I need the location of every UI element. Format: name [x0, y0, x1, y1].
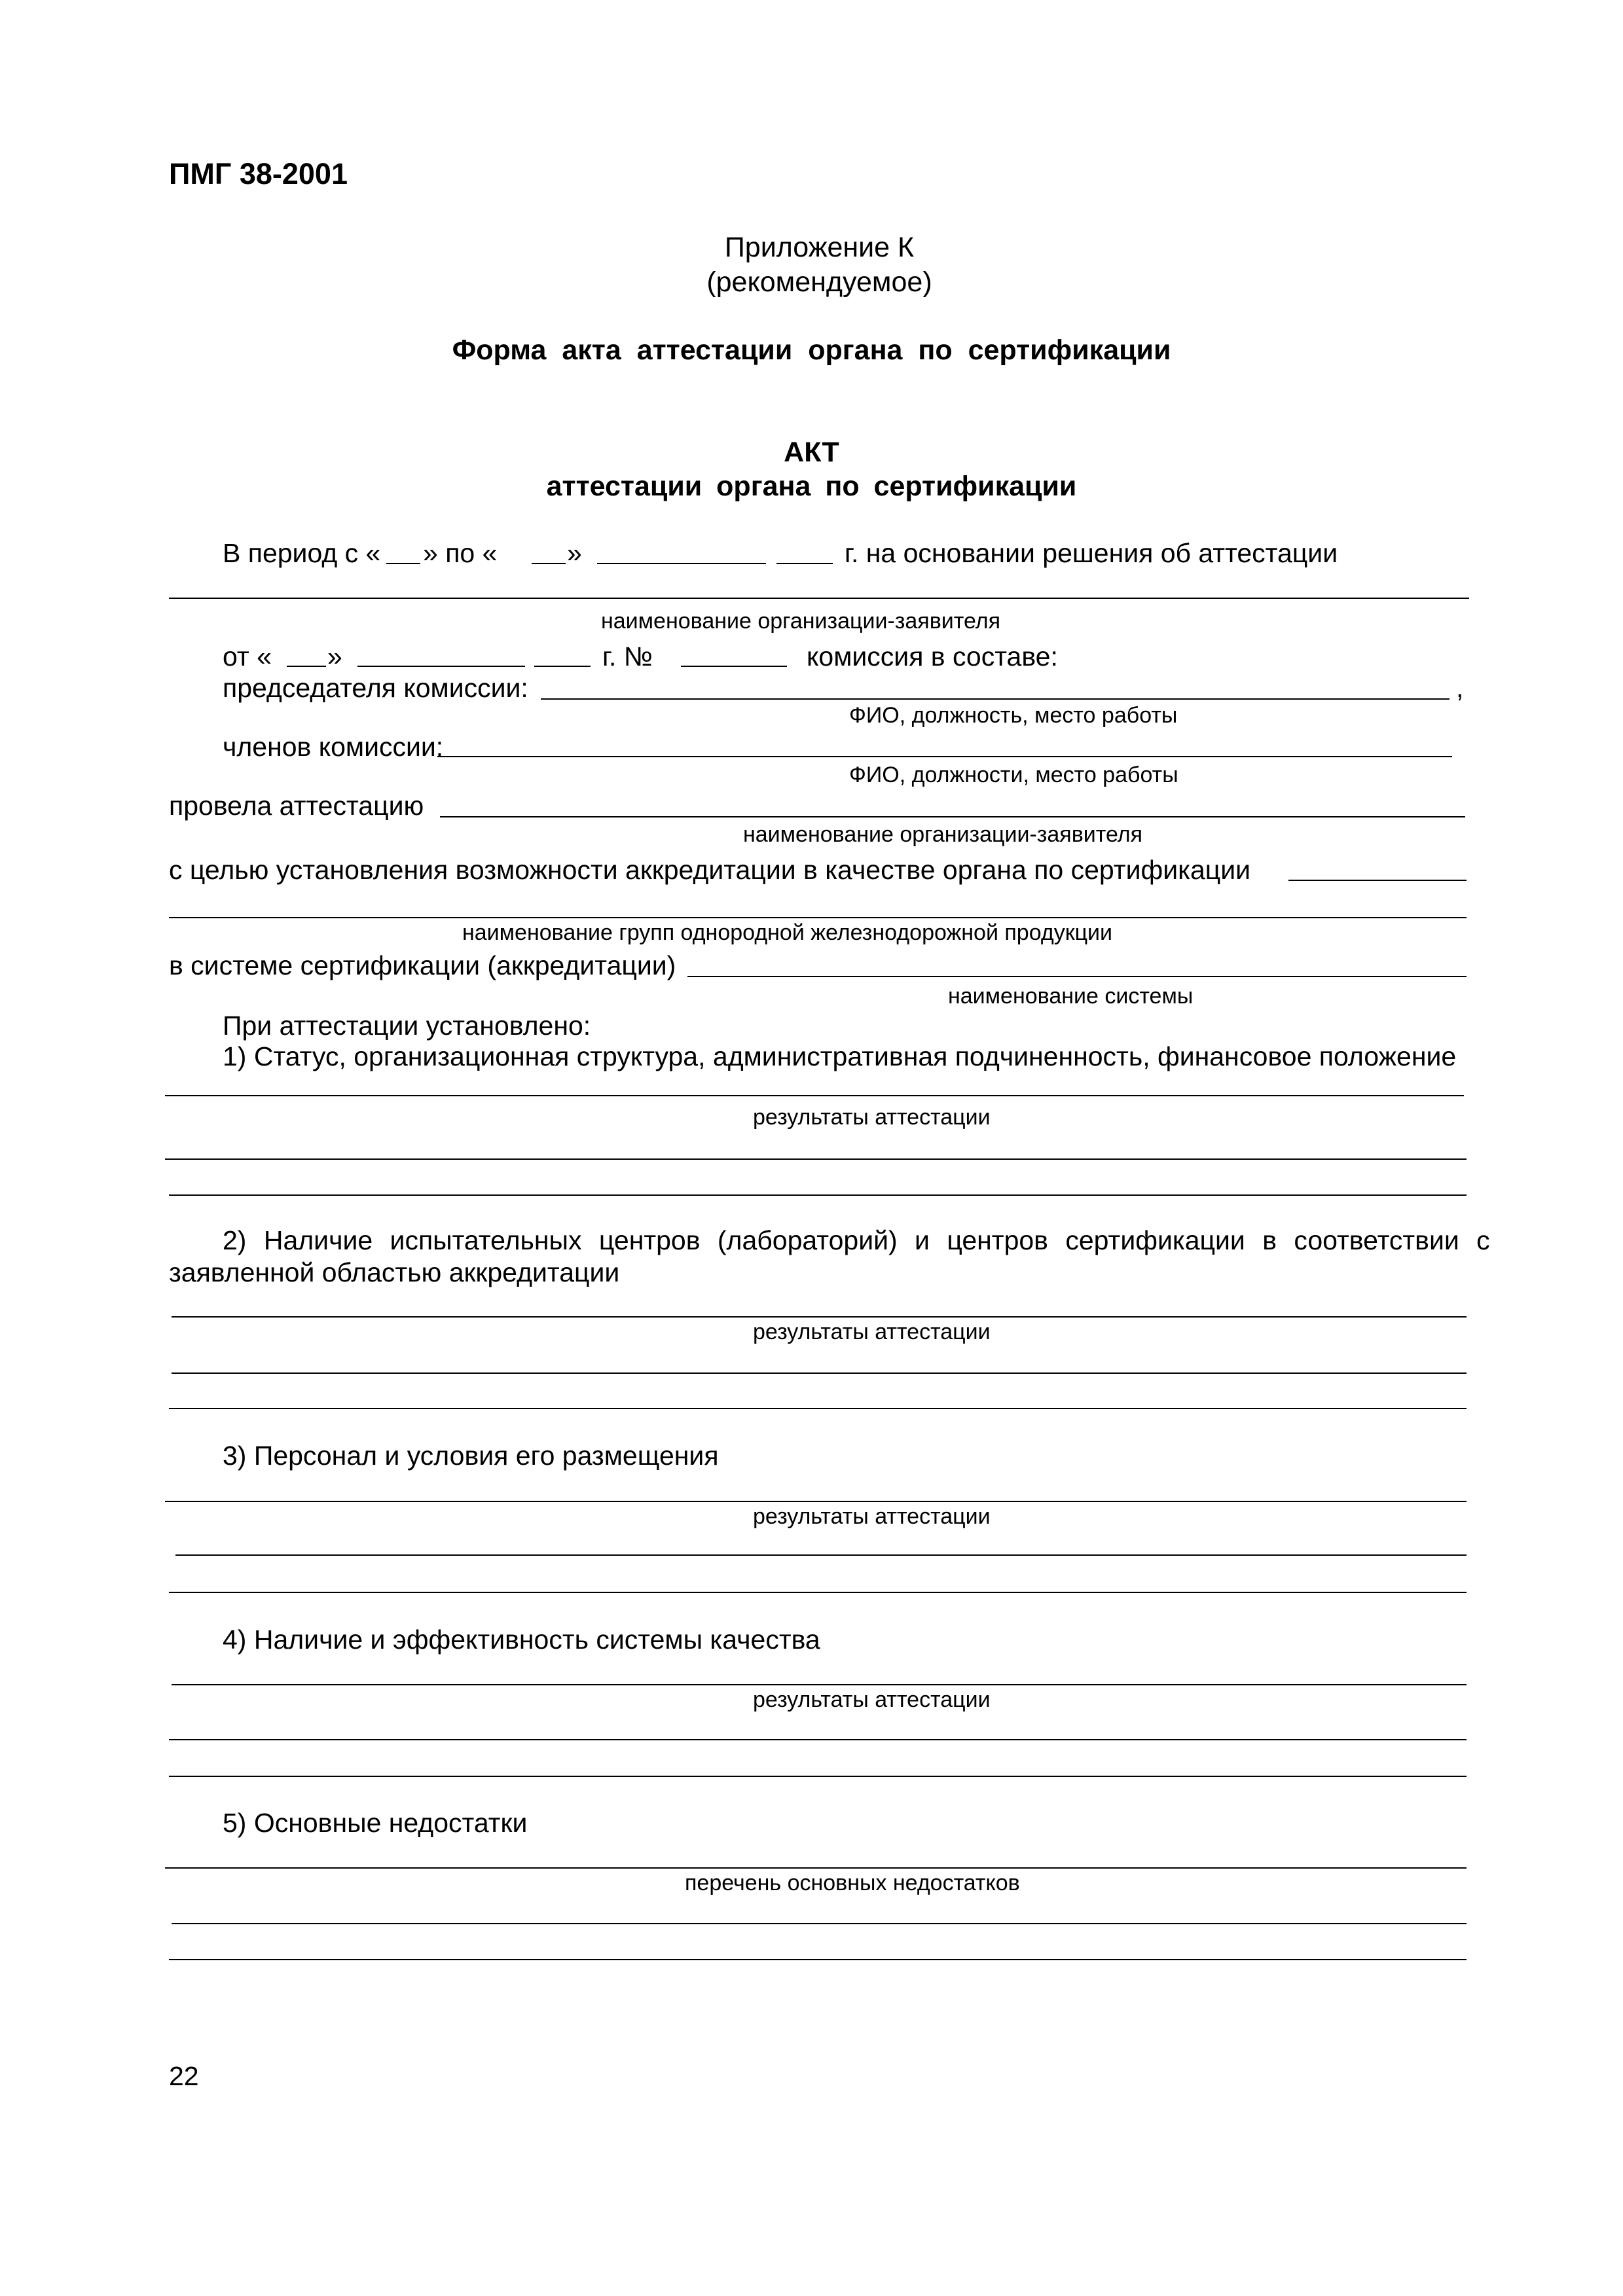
conducted-label: провела аттестацию	[169, 791, 424, 821]
act-title: АКТ	[784, 437, 839, 468]
section-4-result-line-3[interactable]	[169, 1776, 1467, 1777]
system-field[interactable]	[687, 976, 1467, 977]
members-label: членов комиссии:	[223, 732, 444, 762]
product-groups-field[interactable]	[169, 917, 1467, 918]
section-3-result-line-2[interactable]	[175, 1554, 1467, 1556]
section-5-result-line-3[interactable]	[169, 1959, 1467, 1960]
section-1-caption: результаты аттестации	[753, 1105, 991, 1130]
period-year-field[interactable]	[776, 563, 833, 564]
chair-field[interactable]	[541, 698, 1450, 700]
from-day-field[interactable]	[287, 666, 326, 667]
appendix-note: (рекомендуемое)	[706, 266, 932, 298]
section-5-caption: перечень основных недостатков	[685, 1871, 1020, 1895]
from-label-close: »	[327, 641, 342, 672]
caption-applicant-org: наименование организации-заявителя	[601, 609, 1000, 634]
page-number: 22	[169, 2061, 199, 2091]
standard-code: ПМГ 38-2001	[169, 157, 348, 190]
section-5-text: 5) Основные недостатки	[223, 1808, 528, 1838]
purpose-label: с целью установления возможности аккредитации в качестве органа по сертификации	[169, 855, 1251, 885]
caption-chair-fio: ФИО, должность, место работы	[849, 703, 1178, 728]
conducted-org-field[interactable]	[440, 816, 1465, 817]
section-3-result-line-1[interactable]	[165, 1501, 1467, 1502]
established-label: При аттестации установлено:	[223, 1011, 591, 1041]
section-2-text-line-1: 2) Наличие испытательных центров (лабораторий) и центров сертификации в соответствии с	[223, 1225, 1490, 1255]
purpose-field-inline[interactable]	[1288, 880, 1467, 881]
section-4-caption: результаты аттестации	[753, 1687, 991, 1712]
section-2-result-line-3[interactable]	[169, 1408, 1467, 1409]
section-2-result-line-2[interactable]	[172, 1372, 1467, 1374]
members-field[interactable]	[437, 756, 1452, 757]
caption-product-groups: наименование групп однородной железнодорожной продукции	[462, 920, 1113, 945]
appendix-title: Приложение К	[724, 232, 915, 263]
act-subtitle: аттестации органа по сертификации	[546, 471, 1077, 502]
section-5-result-line-1[interactable]	[165, 1867, 1467, 1869]
period-month-field[interactable]	[597, 563, 766, 564]
section-4-result-line-2[interactable]	[169, 1739, 1467, 1740]
section-2-caption: результаты аттестации	[753, 1319, 991, 1344]
period-label-close: »	[567, 538, 582, 568]
period-label-to: » по «	[423, 538, 498, 568]
section-4-result-line-1[interactable]	[172, 1684, 1467, 1685]
section-2-text-line-2: заявленной областью аккредитации	[169, 1257, 620, 1287]
from-year-field[interactable]	[534, 666, 591, 667]
applicant-org-field[interactable]	[169, 598, 1469, 599]
section-4-text: 4) Наличие и эффективность системы качества	[223, 1624, 820, 1655]
section-3-caption: результаты аттестации	[753, 1504, 991, 1529]
period-day-from-field[interactable]	[386, 563, 420, 564]
caption-system: наименование системы	[948, 984, 1194, 1009]
from-number-label: г. №	[602, 641, 653, 672]
section-3-text: 3) Персонал и условия его размещения	[223, 1441, 719, 1471]
caption-members-fio: ФИО, должности, место работы	[849, 762, 1178, 787]
commission-label: комиссия в составе:	[807, 641, 1058, 672]
chair-comma: ,	[1456, 673, 1464, 703]
section-1-result-line-2[interactable]	[165, 1158, 1467, 1160]
form-title: Форма акта аттестации органа по сертификации	[452, 334, 1171, 366]
period-day-to-field[interactable]	[532, 563, 566, 564]
from-label: от «	[223, 641, 272, 672]
section-2-result-line-1[interactable]	[172, 1316, 1467, 1318]
chair-label: председателя комиссии:	[223, 673, 528, 703]
section-1-result-line-1[interactable]	[165, 1095, 1464, 1096]
section-1-result-line-3[interactable]	[169, 1194, 1467, 1196]
period-label-basis: г. на основании решения об аттестации	[845, 538, 1338, 568]
from-month-field[interactable]	[357, 666, 525, 667]
period-label-start: В период с «	[223, 538, 381, 568]
decision-number-field[interactable]	[681, 666, 787, 667]
section-3-result-line-3[interactable]	[169, 1592, 1467, 1593]
section-1-text: 1) Статус, организационная структура, административная подчиненность, финансовое положение	[223, 1041, 1457, 1071]
system-label: в системе сертификации (аккредитации)	[169, 950, 676, 980]
caption-conducted-org: наименование организации-заявителя	[743, 822, 1142, 847]
section-5-result-line-2[interactable]	[172, 1923, 1467, 1924]
